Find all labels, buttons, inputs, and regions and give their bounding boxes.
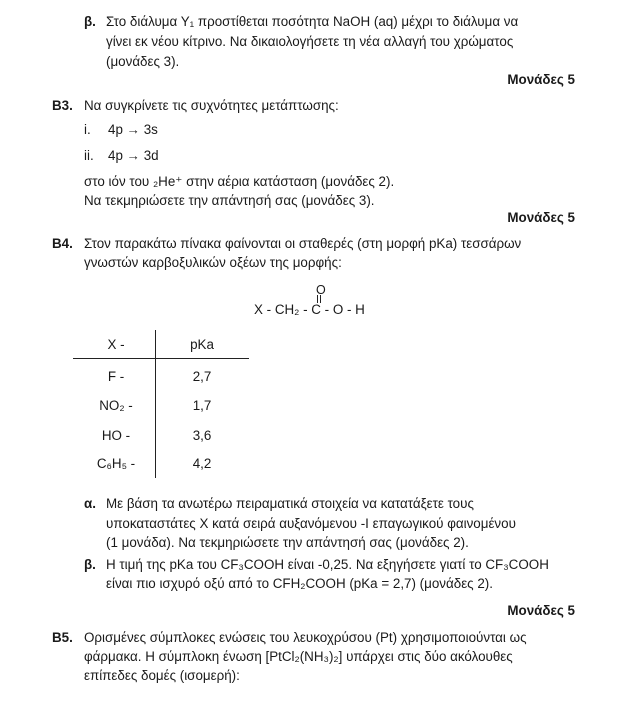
b2-beta-line1: Στο διάλυμα Υ₁ προστίθεται ποσότητα NaOH (aq) μέχρι το διάλυμα να <box>106 14 519 29</box>
b4-stem1: Στον παρακάτω πίνακα φαίνονται οι σταθερές (στη μορφή pKa) τεσσάρων <box>84 236 522 251</box>
b3-item-1: 4p → 3s <box>108 122 158 137</box>
b4-stem2: γνωστών καρβοξυλικών οξέων της μορφής: <box>84 255 342 270</box>
table-vertical-rule <box>155 330 156 478</box>
table-cell: NO₂ - <box>99 398 133 413</box>
b2-beta-line2: γίνει εκ νέου κίτρινο. Να δικαιολογήσετε τη νέα αλλαγή του χρώματος <box>106 34 514 49</box>
b2-beta-line3: (μονάδες 3). <box>106 54 180 69</box>
table-cell: 2,7 <box>192 369 212 384</box>
b5-line2: φάρμακα. Η σύμπλοκη ένωση [PtCl₂(NH₃)₂] υπάρχει στις δύο ακόλουθες <box>84 649 513 664</box>
b3-item-2: 4p → 3d <box>108 148 159 163</box>
b4-marks: Μονάδες 5 <box>507 603 575 618</box>
table-cell: C₆H₅ - <box>96 456 136 471</box>
b4-alpha-marker: α. <box>84 496 96 511</box>
table-cell: F - <box>107 369 125 384</box>
b4-alpha-line2: υποκαταστάτες Χ κατά σειρά αυξανόμενου -Ι επαγωγικού φαινομένου <box>106 516 516 531</box>
table-cell: 3,6 <box>192 428 212 443</box>
table-header-pka: pKa <box>190 337 214 352</box>
b2-beta-marker: β. <box>84 14 96 29</box>
formula: X - CH₂ - C - O - H <box>254 302 365 317</box>
b3-item-1-num: i. <box>84 122 91 137</box>
table-cell: 4,2 <box>192 456 212 471</box>
b5-line3: επίπεδες δομές (ισομερή): <box>84 668 240 683</box>
b3-line1: στο ιόν του ₂He⁺ στην αέρια κατάσταση (μονάδες 2). <box>84 174 395 189</box>
b4-beta-marker: β. <box>84 557 96 572</box>
table-cell: 1,7 <box>192 398 212 413</box>
table-header-x: X - <box>107 337 125 352</box>
table-cell: HO - <box>101 428 131 443</box>
b4-alpha-line3: (1 μονάδα). Να τεκμηριώσετε την απάντησή σας (μονάδες 2). <box>106 535 469 550</box>
b5-label: B5. <box>52 630 73 645</box>
b4-label: B4. <box>52 236 73 251</box>
b4-beta-line1: Η τιμή της pKa του CF₃COOH είναι -0,25. Να εξηγήσετε γιατί το CF₃COOH <box>106 557 549 572</box>
b3-line2: Να τεκμηριώσετε την απάντησή σας (μονάδες 3). <box>84 193 375 208</box>
b4-beta-line2: είναι πιο ισχυρό οξύ από το CFH₂COOH (pKa = 2,7) (μονάδες 2). <box>106 576 493 591</box>
b3-marks: Μονάδες 5 <box>507 210 575 225</box>
b3-item-2-num: ii. <box>84 148 94 163</box>
b4-alpha-line1: Με βάση τα ανωτέρω πειραματικά στοιχεία να κατατάξετε τους <box>106 496 474 511</box>
table-horizontal-rule <box>73 358 249 359</box>
formula-oxygen: O <box>316 283 326 297</box>
b3-stem: Να συγκρίνετε τις συχνότητες μετάπτωσης: <box>84 98 339 113</box>
b5-line1: Ορισμένες σύμπλοκες ενώσεις του λευκοχρύσου (Pt) χρησιμοποιούνται ως <box>84 630 527 645</box>
b2-marks: Μονάδες 5 <box>507 72 575 87</box>
b3-label: B3. <box>52 98 73 113</box>
